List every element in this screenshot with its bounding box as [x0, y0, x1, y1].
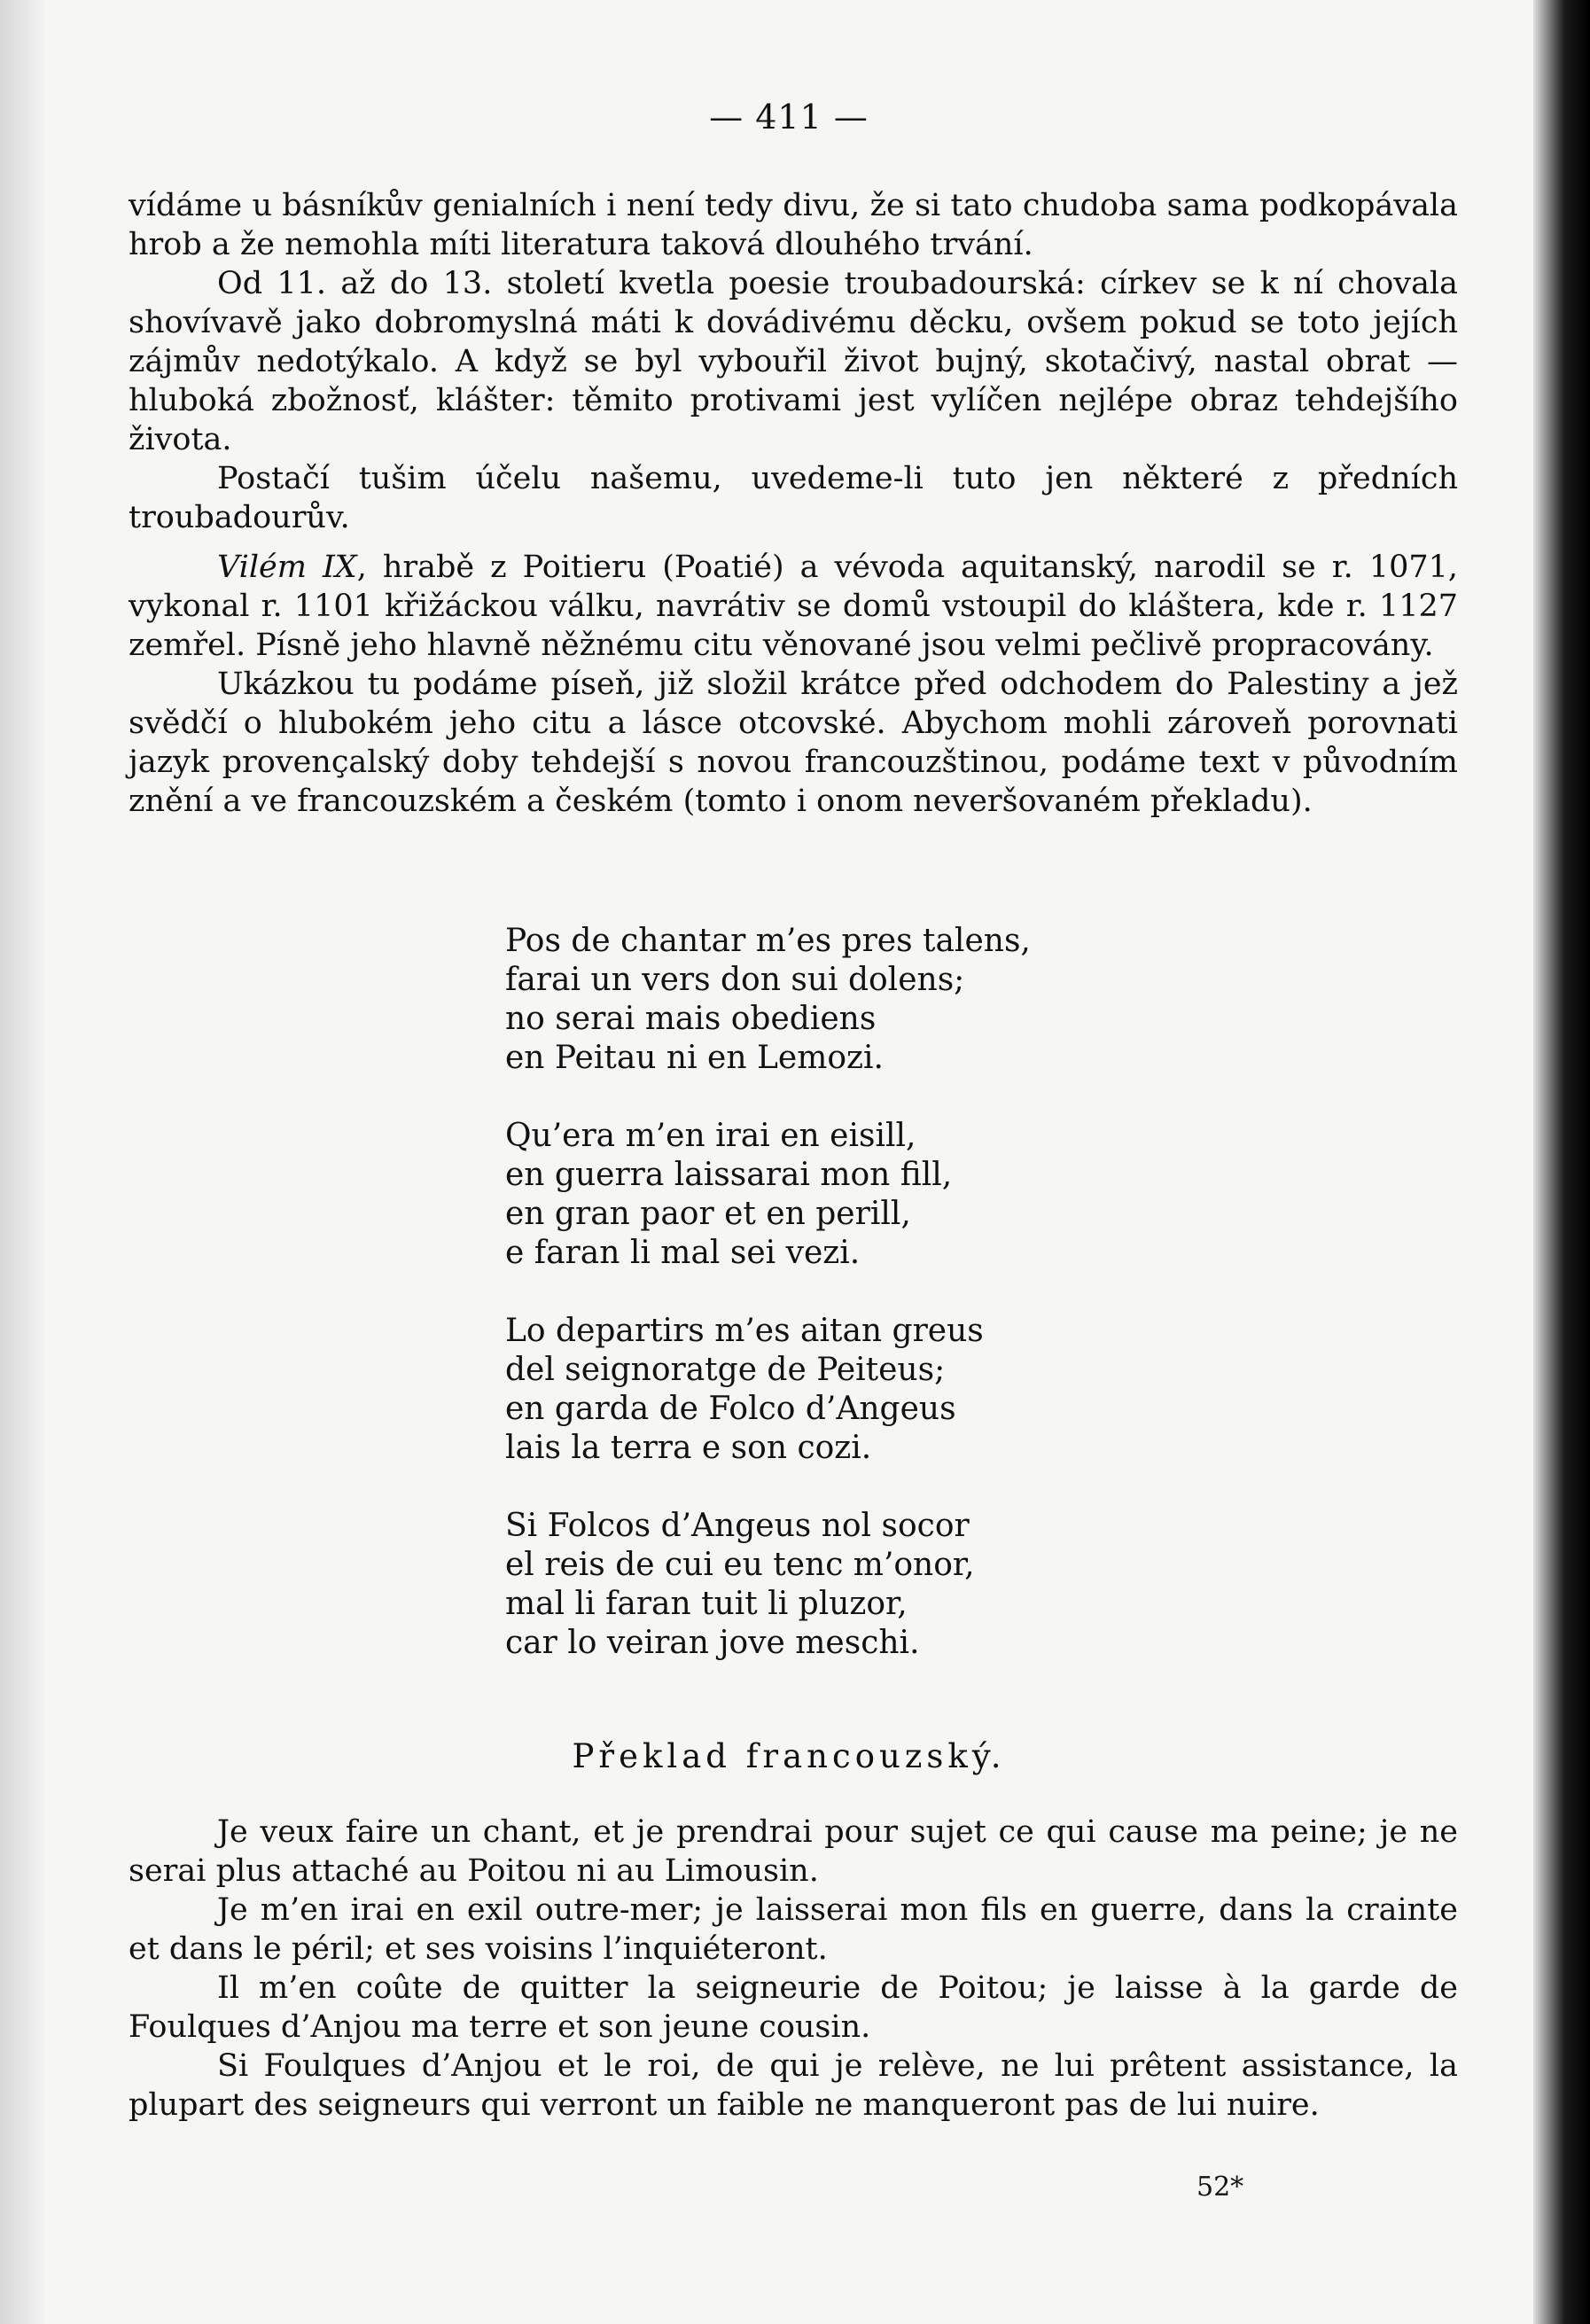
verse-line: en gran paor et en perill,	[505, 1196, 911, 1232]
verse-line: el reis de cui eu tenc m’onor,	[505, 1547, 975, 1583]
paragraph-text: , hrabě z Poitieru (Poatié) a vévoda aquitanský, narodil se r. 1071, vykonal r. 1101 křižáckou válku, navrátiv se domů vstoupil do kláštera, kde r. 1127 zemřel. Písně jeho hlavně něžnému citu věnované jsou velmi pečlivě propracovány.	[129, 550, 1458, 663]
verse-line: Qu’era m’en irai en eisill,	[505, 1118, 916, 1154]
page-right-edge	[1533, 0, 1590, 2324]
verse-line: en guerra laissarai mon fill,	[505, 1157, 953, 1193]
poem-provencal	[505, 922, 1303, 1702]
page-number: — 411 —	[709, 97, 869, 136]
verse-line: e faran li mal sei vezi.	[505, 1235, 861, 1271]
french-translation	[129, 1813, 1458, 2125]
paragraph: Od 11. až do 13. století kvetla poesie troubadourská: církev se k ní chovala shovívavě jako dobromyslná máti k dovádivému děcku, ovšem pokud se toto jejích zájmův nedotýkalo. A když se byl vybouřil život bujný, skotačivý, nastal obrat — hluboká zbožnosť, klášter: těmito protivami jest vylíčen nejlépe obraz tehdejšího života.	[129, 266, 1458, 457]
intro-text	[129, 186, 1458, 821]
paragraph: Je veux faire un chant, et je prendrai pour sujet ce qui cause ma peine; je ne serai plus attaché au Poitou ni au Limousin.	[129, 1814, 1458, 1889]
verse-line: en Peitau ni en Lemozi.	[505, 1040, 884, 1076]
verse-line: farai un vers don sui dolens;	[505, 962, 965, 998]
verse-line: car lo veiran jove meschi.	[505, 1625, 920, 1661]
section-heading: Překlad francouzský.	[572, 1737, 1006, 1775]
verse-line: Lo departirs m’es aitan greus	[505, 1313, 984, 1349]
paragraph: Postačí tušim účelu našemu, uvedeme-li tuto jen některé z předních troubadourův.	[129, 461, 1458, 535]
person-name: Vilém IX	[217, 550, 357, 585]
verse-line: mal li faran tuit li pluzor,	[505, 1586, 908, 1622]
paragraph: vídáme u básníkův genialních i není tedy divu, že si tato chudoba sama podkopávala hrob a že nemohla míti literatura taková dlouhého trvání.	[129, 188, 1458, 262]
paragraph: Je m’en irai en exil outre-mer; je laisserai mon fils en guerre, dans la crainte et dans le péril; et ses voisins l’inquiéteront.	[129, 1892, 1458, 1967]
verse-line: Si Folcos d’Angeus nol socor	[505, 1508, 970, 1544]
stanza	[505, 922, 1303, 1078]
verse-line: del seignoratge de Peiteus;	[505, 1352, 946, 1388]
verse-line: no serai mais obediens	[505, 1001, 877, 1037]
stanza	[505, 1507, 1303, 1663]
stanza	[505, 1312, 1303, 1468]
paragraph-vilem	[129, 548, 1458, 665]
signature-mark: 52*	[1196, 2172, 1244, 2203]
verse-line: lais la terra e son cozi.	[505, 1430, 872, 1466]
page-left-margin	[0, 0, 44, 2324]
book-page	[44, 0, 1533, 2324]
paragraph: Si Foulques d’Anjou et le roi, de qui je relève, ne lui prêtent assistance, la plupart des seigneurs qui verront un faible ne manqueront pas de lui nuire.	[129, 2048, 1458, 2123]
stanza	[505, 1117, 1303, 1273]
paragraph: Ukázkou tu podáme píseň, již složil krátce před odchodem do Palestiny a jež svědčí o hlubokém jeho citu a lásce otcovské. Abychom mohli zároveň porovnati jazyk provençalský doby tehdejší s novou francouzštinou, podáme text v původním znění a ve francouzském a českém (tomto i onom neveršovaném překladu).	[129, 667, 1458, 819]
verse-line: en garda de Folco d’Angeus	[505, 1391, 956, 1427]
paragraph: Il m’en coûte de quitter la seigneurie de Poitou; je laisse à la garde de Foulques d’Anjou ma terre et son jeune cousin.	[129, 1970, 1458, 2045]
verse-line: Pos de chantar m’es pres talens,	[505, 923, 1031, 959]
